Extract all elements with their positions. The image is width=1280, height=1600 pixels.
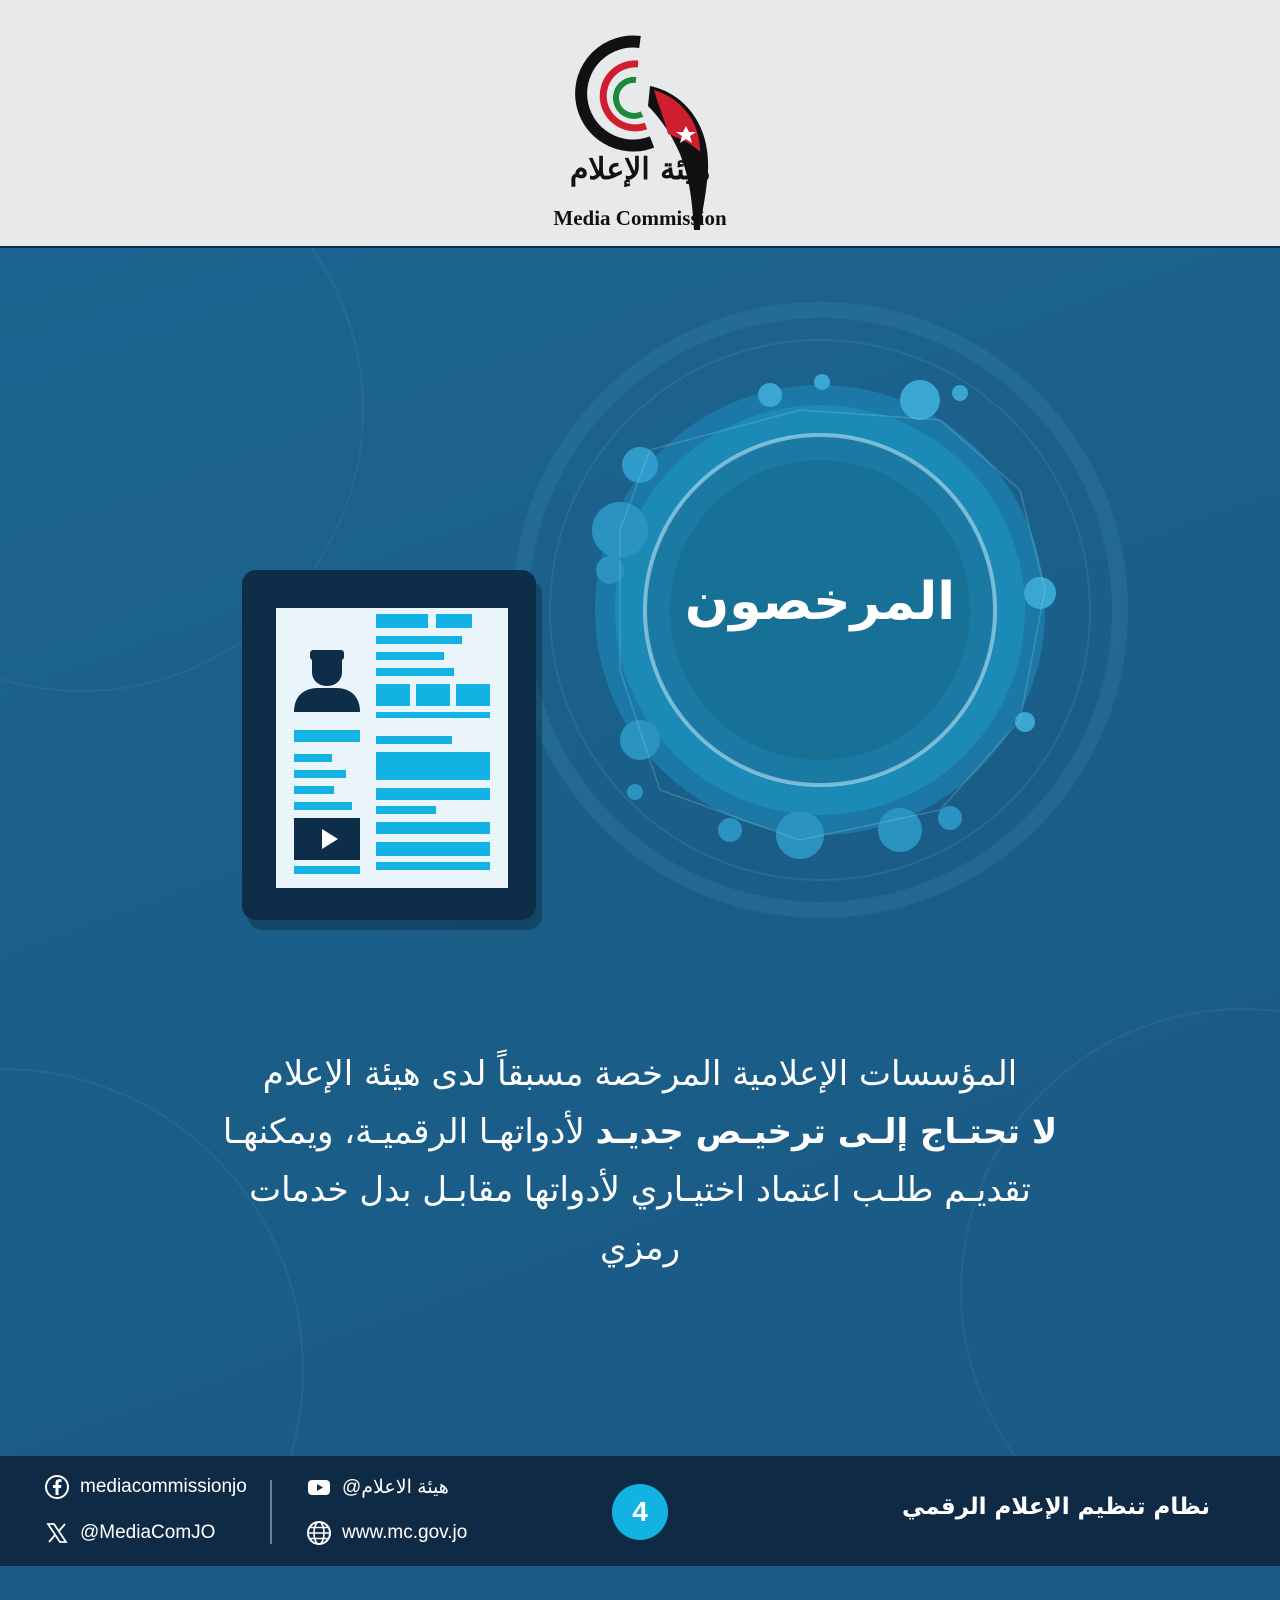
header (0, 0, 1280, 248)
logo-arabic-text: هيئة الإعلام (569, 152, 711, 187)
globe-icon (306, 1520, 332, 1546)
youtube-handle: @هيئة الاعلام (342, 1476, 449, 1498)
media-commission-logo[interactable] (540, 30, 740, 240)
x-handle: @MediaComJO (80, 1522, 216, 1543)
footer-strip (0, 1566, 1280, 1600)
x-icon (44, 1520, 70, 1546)
youtube-link[interactable] (306, 1474, 449, 1500)
paragraph-line: المؤسسات الإعلامية المرخصة مسبقاً لدى هيئة الإعلام (262, 1054, 1018, 1094)
facebook-icon (44, 1474, 70, 1500)
paragraph-line (160, 1103, 1120, 1161)
logo-english-text: Media Commission (553, 206, 727, 230)
page-number-badge: 4 (612, 1484, 668, 1540)
facebook-handle: mediacommissionjo (80, 1476, 247, 1497)
facebook-link[interactable] (44, 1474, 247, 1500)
website-url: www.mc.gov.jo (342, 1522, 468, 1543)
x-link[interactable] (44, 1520, 215, 1546)
system-name: نظام تنظيم الإعلام الرقمي (901, 1494, 1210, 1520)
document-tablet-illustration (242, 570, 542, 930)
footer-divider (270, 1480, 272, 1544)
description-paragraph (160, 1045, 1120, 1277)
paragraph-line: رمزي (599, 1228, 680, 1268)
website-link[interactable] (306, 1520, 467, 1546)
circle-title: المرخصون (684, 572, 956, 632)
paragraph-text: لأدواتهـا الرقميـة، ويمكنهـا (222, 1112, 596, 1152)
highlighted-text: لا تحتـاج إلـى ترخيـص جديـد (595, 1112, 1058, 1152)
youtube-icon (306, 1474, 332, 1500)
paragraph-line: تقديـم طلـب اعتماد اختيـاري لأدواتها مقابـل بدل خدمات (249, 1170, 1031, 1210)
